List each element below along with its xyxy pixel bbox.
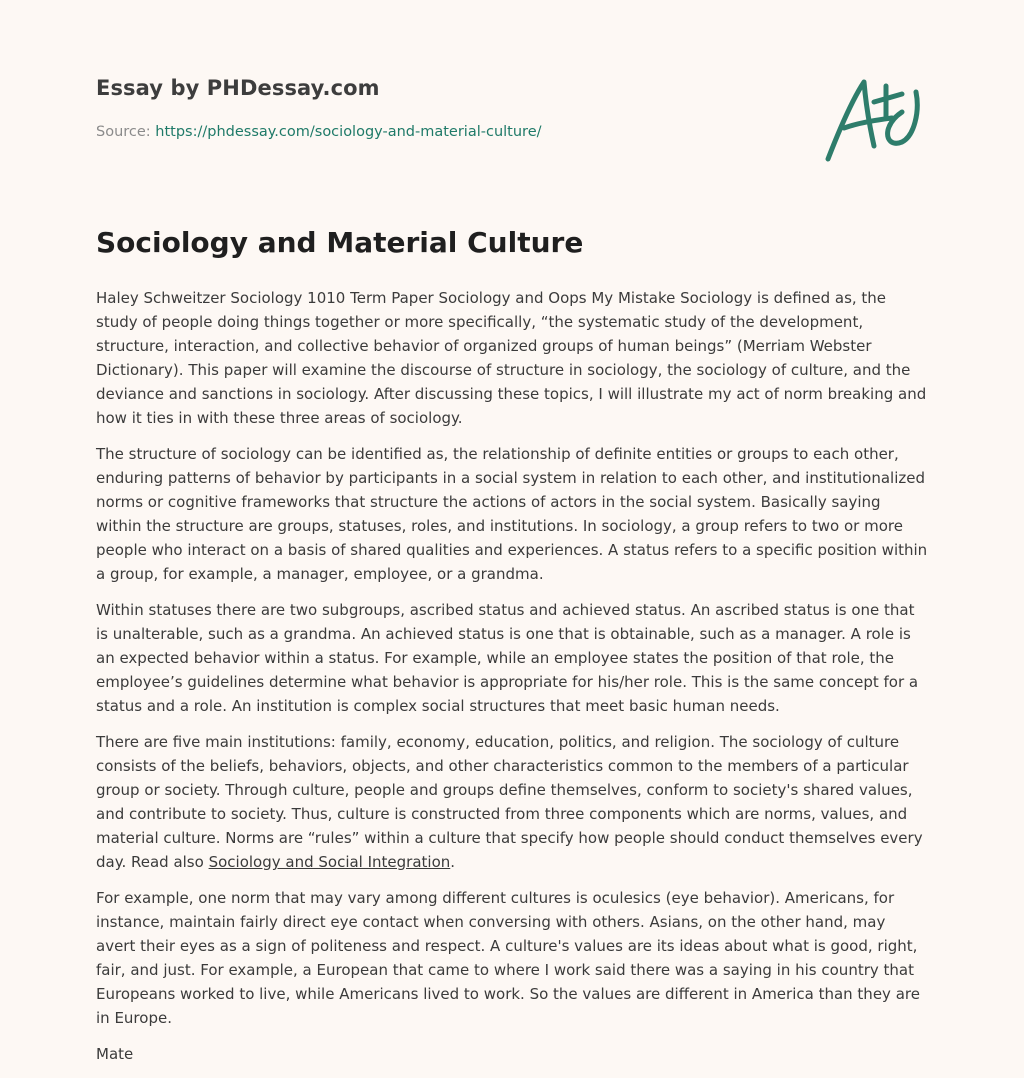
essay-paragraph-text: There are five main institutions: family, economy, education, politics, and religion. The sociology of culture consists of the beliefs, behaviors, objects, and other characteristics common to the members of a particular group or society. Through culture, people and groups define themselves, conform to society's shared values, and contribute to society. Thus, culture is constructed from three components which are norms, values, and material culture. Norms are “rules” within a culture that specify how people should conduct themselves every day. Read also — [96, 733, 923, 871]
a-plus-logo-icon — [818, 66, 930, 166]
essay-paragraph: For example, one norm that may vary among different cultures is oculesics (eye behavior). Americans, for instance, maintain fairly direct eye contact when conversing with others. Asians, on the other hand, may avert their eyes as a sign of politeness and respect. A culture's values are its ideas about what is good, right, fair, and just. For example, a European that came to where I work said there was a saying in his country that Europeans worked to live, while Americans lived to work. So the values are different in America than they are in Europe. — [96, 889, 920, 1027]
site-title: Essay by PHDessay.com — [96, 76, 380, 100]
essay-paragraph: The structure of sociology can be identified as, the relationship of definite entities or groups to each other, enduring patterns of behavior by participants in a social system in relation to each other, and institutionalized norms or cognitive frameworks that structure the actions of actors in the social system. Basically saying within the structure are groups, statuses, roles, and institutions. In sociology, a group refers to two or more people who interact on a basis of shared qualities and experiences. A status refers to a specific position within a group, for example, a manager, employee, or a grandma. — [96, 445, 928, 583]
essay-paragraph — [96, 730, 928, 874]
read-also-link[interactable]: Sociology and Social Integration — [208, 853, 451, 871]
essay-body — [96, 286, 928, 1078]
essay-title: Sociology and Material Culture — [96, 226, 584, 259]
source-link[interactable]: https://phdessay.com/sociology-and-material-culture/ — [155, 124, 542, 140]
source-label: Source: — [96, 124, 156, 140]
essay-paragraph: Within statuses there are two subgroups, ascribed status and achieved status. An ascribed status is one that is unalterable, such as a grandma. An achieved status is one that is obtainable, such as a manager. A role is an expected behavior within a status. For example, while an employee states the position of that role, the employee’s guidelines determine what behavior is appropriate for his/her role. This is the same concept for a status and a role. An institution is complex social structures that meet basic human needs. — [96, 601, 919, 715]
source-line — [96, 124, 542, 140]
essay-paragraph: Haley Schweitzer Sociology 1010 Term Paper Sociology and Oops My Mistake Sociology is defined as, the study of people doing things together or more specifically, “the systematic study of the development, structure, interaction, and collective behavior of organized groups of human beings” (Merriam Webster Dictionary). This paper will examine the discourse of structure in sociology, the sociology of culture, and the deviance and sanctions in sociology. After discussing these topics, I will illustrate my act of norm breaking and how it ties in with these three areas of sociology. — [96, 289, 927, 427]
read-also-suffix: . — [450, 853, 456, 871]
essay-paragraph: Mate — [96, 1045, 134, 1063]
